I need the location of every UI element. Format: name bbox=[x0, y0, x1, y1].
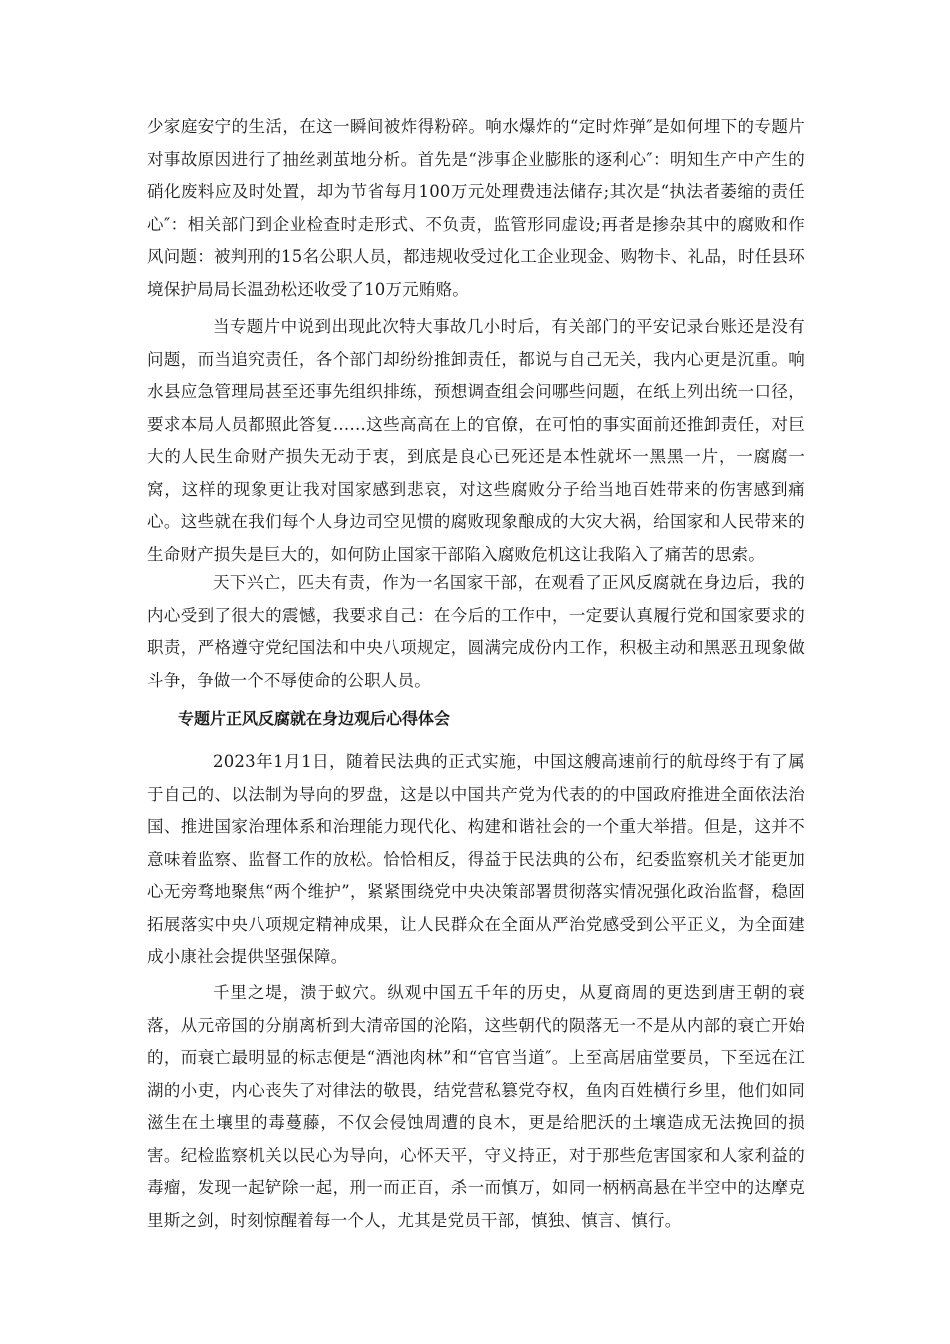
section-heading: 专题片正风反腐就在身边观后心得体会 bbox=[178, 709, 451, 728]
paragraph-5: 千里之堤，溃于蚁穴。纵观中国五千年的历史，从夏商周的更迭到唐王朝的衰落，从元帝国的分崩离析到大清帝国的沦陷，这些朝代的陨落无一不是从内部的衰亡开始的，而衰亡最明显的标志便是“酒池肉林”和“官官当道″。上至高居庙堂要员，下至远在江湖的小吏，内心丧失了对律法的敬畏，结党营私篡党夺权，鱼肉百姓横行乡里，他们如同滋生在土壤里的毒蔓藤，不仅会侵蚀周遭的良木，更是给肥沃的土壤造成无法挽回的损害。纪检监察机关以民心为导向，心怀天平，守义持正，对于那些危害国家和人家利益的毒瘤，发现一起铲除一起，刑一而正百，杀一而慎万，如同一柄柄高悬在半空中的达摩克里斯之剑，时刻惊醒着每一个人，尤其是党员干部，慎独、慎言、慎行。 bbox=[147, 983, 805, 1230]
paragraph-1: 少家庭安宁的生活，在这一瞬间被炸得粉碎。响水爆炸的“定时炸弹″是如何埋下的专题片对事故原因进行了抽丝剥茧地分析。首先是“涉事企业膨胀的逐利心″：明知生产中产生的硝化废料应及时处置，却为节省每月100万元处理费违法储存;其次是“执法者萎缩的责任心″：相关部门到企业检查时走形式、不负责，监管形同虚设;再者是掺杂其中的腐败和作风问题：被判刑的15名公职人员，都违规收受过化工企业现金、购物卡、礼品，时任县环境保护局局长温劲松还收受了10万元贿赂。 bbox=[147, 117, 805, 299]
paragraph-4: 2023年1月1日，随着民法典的正式实施，中国这艘高速前行的航母终于有了属于自己的、以法制为导向的罗盘，这是以中国共产党为代表的的中国政府推进全面依法治国、推进国家治理体系和治理能力现代化、构建和谐社会的一个重大举措。但是，这并不意味着监察、监督工作的放松。恰恰相反，得益于民法典的公布，纪委监察机关才能更加心无旁骛地聚焦“两个维护”，紧紧围绕党中央决策部署贯彻落实情况强化政治监督，稳固拓展落实中央八项规定精神成果，让人民群众在全面从严治党感受到公平正义，为全面建成小康社会提供坚强保障。 bbox=[147, 752, 805, 966]
paragraph-2: 当专题片中说到出现此次特大事故几小时后，有关部门的平安记录台账还是没有问题，而当追究责任，各个部门却纷纷推卸责任，都说与自己无关，我内心更是沉重。响水县应急管理局甚至还事先组织排练，预想调查组会问哪些问题，在纸上列出统一口径，要求本局人员都照此答复……这些高高在上的官僚，在可怕的事实面前还推卸责任，对巨大的人民生命财产损失无动于衷，到底是良心已死还是本性就坏一黑黑一片，一腐腐一窝，这样的现象更让我对国家感到悲哀，对这些腐败分子给当地百姓带来的伤害感到痛心。这些就在我们每个人身边司空见惯的腐败现象酿成的大灾大祸，给国家和人民带来的生命财产损失是巨大的，如何防止国家干部陷入腐败危机这让我陷入了痛苦的思索。 bbox=[147, 317, 805, 564]
paragraph-3: 天下兴亡，匹夫有责，作为一名国家干部，在观看了正风反腐就在身边后，我的内心受到了很大的震憾，我要求自己：在今后的工作中，一定要认真履行党和国家要求的职责，严格遵守党纪国法和中央八项规定，圆满完成份内工作，积极主动和黑恶丑现象做斗争，争做一个不辱使命的公职人员。 bbox=[147, 573, 805, 690]
